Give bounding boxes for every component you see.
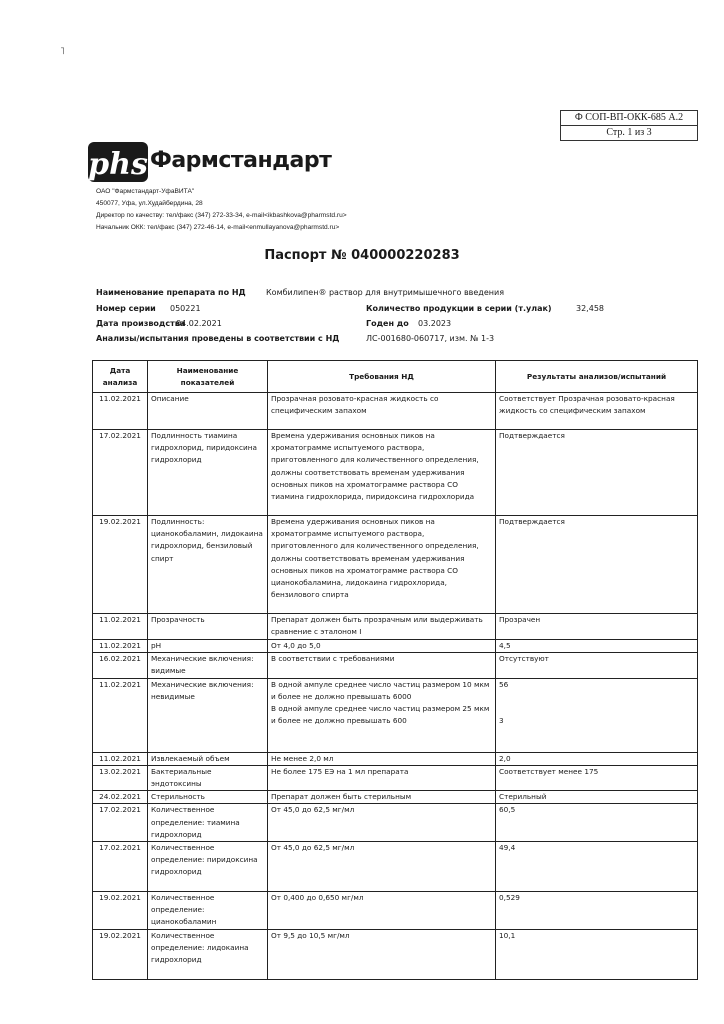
row-result: Прозрачен bbox=[496, 614, 698, 640]
passport-title: Паспорт № 040000220283 bbox=[264, 248, 460, 263]
row-date: 11.02.2021 bbox=[93, 614, 148, 640]
row-indicator: Количественное определение: пиридоксина гидрохлорид bbox=[148, 842, 268, 892]
row-date: 11.02.2021 bbox=[93, 752, 148, 765]
row-indicator: Подлинность тиамина гидрохлорид, пиридоксина гидрохлорид bbox=[148, 430, 268, 516]
row-result: 10,1 bbox=[496, 929, 698, 979]
row-indicator: Извлекаемый объем bbox=[148, 752, 268, 765]
table-row bbox=[93, 804, 698, 842]
row-requirement: Препарат должен быть прозрачным или выдерживать сравнение с эталоном I bbox=[268, 614, 496, 640]
row-result: 0,529 bbox=[496, 892, 698, 930]
row-requirement: Прозрачная розовато-красная жидкость со специфическим запахом bbox=[268, 393, 496, 430]
row-indicator: Подлинность: цианокобаламин, лидокаина гидрохлорид, бензиловый спирт bbox=[148, 516, 268, 614]
row-result: Соответствует менее 175 bbox=[496, 765, 698, 790]
row-date: 11.02.2021 bbox=[93, 393, 148, 430]
table-row bbox=[93, 614, 698, 640]
table-header-row bbox=[93, 361, 698, 393]
table-row bbox=[93, 653, 698, 678]
row-indicator: Стерильность bbox=[148, 791, 268, 804]
row-date: 17.02.2021 bbox=[93, 430, 148, 516]
expiry-value: 03.2023 bbox=[418, 319, 452, 328]
row-indicator: Количественное определение: тиамина гидрохлорид bbox=[148, 804, 268, 842]
series-value: 050221 bbox=[170, 304, 201, 313]
series-label: Номер серии bbox=[96, 304, 156, 313]
product-label: Наименование препарата по НД bbox=[96, 288, 246, 297]
qc-head-contact: Начальник ОКК: тел/факс (347) 272-46-14, e-mail<enmullayanova@pharmstd.ru> bbox=[96, 224, 340, 231]
row-indicator: Количественное определение: лидокаина гидрохлорид bbox=[148, 929, 268, 979]
row-requirement: От 4,0 до 5,0 bbox=[268, 640, 496, 653]
expiry-label: Годен до bbox=[366, 319, 409, 328]
quality-director-contact: Директор по качеству: тел/факс (347) 272-33-34, e-mail<ikbashkova@pharmstd.ru> bbox=[96, 212, 347, 219]
row-date: 17.02.2021 bbox=[93, 842, 148, 892]
production-date-value: 04.02.2021 bbox=[176, 319, 222, 328]
row-result: Стерильный bbox=[496, 791, 698, 804]
company-info bbox=[96, 186, 347, 234]
row-requirement: В соответствии с требованиями bbox=[268, 653, 496, 678]
table-row bbox=[93, 791, 698, 804]
requirement-part-1: В одной ампуле среднее число частиц размером 10 мкм и более не должно превышать 6000 bbox=[271, 679, 490, 701]
row-indicator: Описание bbox=[148, 393, 268, 430]
header-results: Результаты анализов/испытаний bbox=[496, 361, 698, 393]
row-requirement bbox=[268, 678, 496, 752]
row-date: 19.02.2021 bbox=[93, 516, 148, 614]
header-indicator: Наименование показателей bbox=[148, 361, 268, 393]
row-indicator: Прозрачность bbox=[148, 614, 268, 640]
company-name: ОАО "Фармстандарт-УфаВИТА" bbox=[96, 188, 195, 195]
row-requirement: Препарат должен быть стерильным bbox=[268, 791, 496, 804]
row-date: 16.02.2021 bbox=[93, 653, 148, 678]
doc-code: Ф СОП-ВП-ОКК-685 А.2 bbox=[560, 110, 698, 126]
row-result: Подтверждается bbox=[496, 516, 698, 614]
row-indicator: Механические включения: видимые bbox=[148, 653, 268, 678]
analyses-label: Анализы/испытания проведены в соответствии с НД bbox=[96, 334, 340, 343]
result-part-2: 3 bbox=[499, 715, 504, 725]
form-code-box bbox=[560, 110, 698, 141]
row-date: 19.02.2021 bbox=[93, 929, 148, 979]
quantity-label: Количество продукции в серии (т.улак) bbox=[366, 304, 552, 313]
row-date: 19.02.2021 bbox=[93, 892, 148, 930]
brand-name: Фармстандарт bbox=[150, 148, 332, 173]
header-requirements: Требования НД bbox=[268, 361, 496, 393]
row-requirement: Времена удерживания основных пиков на хроматограмме испытуемого раствора, приготовленного для количественного определения, должны соответствовать временам удерживания основных пиков на хроматограмме раствора СО тиамина гидрохлорида, пиридоксина гидрохлорида bbox=[268, 430, 496, 516]
row-result: Соответствует Прозрачная розовато-красная жидкость со специфическим запахом bbox=[496, 393, 698, 430]
table-row bbox=[93, 765, 698, 790]
table-row bbox=[93, 752, 698, 765]
row-result bbox=[496, 678, 698, 752]
product-value: Комбилипен® раствор для внутримышечного введения bbox=[266, 288, 504, 297]
table-row bbox=[93, 516, 698, 614]
quantity-value: 32,458 bbox=[576, 304, 604, 313]
row-requirement: От 45,0 до 62,5 мг/мл bbox=[268, 842, 496, 892]
logo-text: phs bbox=[88, 147, 148, 182]
row-result: 60,5 bbox=[496, 804, 698, 842]
row-result: Подтверждается bbox=[496, 430, 698, 516]
row-result: Отсутствуют bbox=[496, 653, 698, 678]
row-indicator: Бактериальные эндотоксины bbox=[148, 765, 268, 790]
row-result: 2,0 bbox=[496, 752, 698, 765]
row-date: 11.02.2021 bbox=[93, 678, 148, 752]
analyses-value: ЛС-001680-060717, изм. № 1-3 bbox=[366, 334, 495, 343]
page-info: Стр. 1 из 3 bbox=[560, 126, 698, 141]
company-logo bbox=[88, 136, 150, 188]
row-requirement: Не более 175 ЕЭ на 1 мл препарата bbox=[268, 765, 496, 790]
scan-mark: ˥ bbox=[60, 46, 65, 57]
row-indicator: Количественное определение: цианокобаламин bbox=[148, 892, 268, 930]
row-requirement: Времена удерживания основных пиков на хроматограмме испытуемого раствора, приготовленного для количественного определения, должны соответствовать временам удерживания основных пиков на хроматограмме раствора СО цианокобаламина, лидокаина гидрохлорида, бензилового спирта bbox=[268, 516, 496, 614]
row-requirement: От 9,5 до 10,5 мг/мл bbox=[268, 929, 496, 979]
table-row bbox=[93, 678, 698, 752]
table-row bbox=[93, 640, 698, 653]
result-part-1: 56 bbox=[499, 679, 509, 689]
table-row bbox=[93, 430, 698, 516]
table-row bbox=[93, 929, 698, 979]
row-requirement: Не менее 2,0 мл bbox=[268, 752, 496, 765]
row-indicator: рН bbox=[148, 640, 268, 653]
company-address: 450077, Уфа, ул.Худайбердина, 28 bbox=[96, 200, 203, 207]
table-row bbox=[93, 842, 698, 892]
header-date: Дата анализа bbox=[93, 361, 148, 393]
row-date: 24.02.2021 bbox=[93, 791, 148, 804]
row-indicator: Механические включения: невидимые bbox=[148, 678, 268, 752]
row-result: 49,4 bbox=[496, 842, 698, 892]
row-date: 13.02.2021 bbox=[93, 765, 148, 790]
requirement-part-2: В одной ампуле среднее число частиц размером 25 мкм и более не должно превышать 600 bbox=[271, 704, 490, 726]
row-requirement: От 45,0 до 62,5 мг/мл bbox=[268, 804, 496, 842]
row-date: 17.02.2021 bbox=[93, 804, 148, 842]
table-row bbox=[93, 892, 698, 930]
production-date-label: Дата производства bbox=[96, 319, 186, 328]
table-row bbox=[93, 393, 698, 430]
results-table bbox=[92, 360, 698, 980]
row-date: 11.02.2021 bbox=[93, 640, 148, 653]
row-result: 4,5 bbox=[496, 640, 698, 653]
row-requirement: От 0,400 до 0,650 мг/мл bbox=[268, 892, 496, 930]
